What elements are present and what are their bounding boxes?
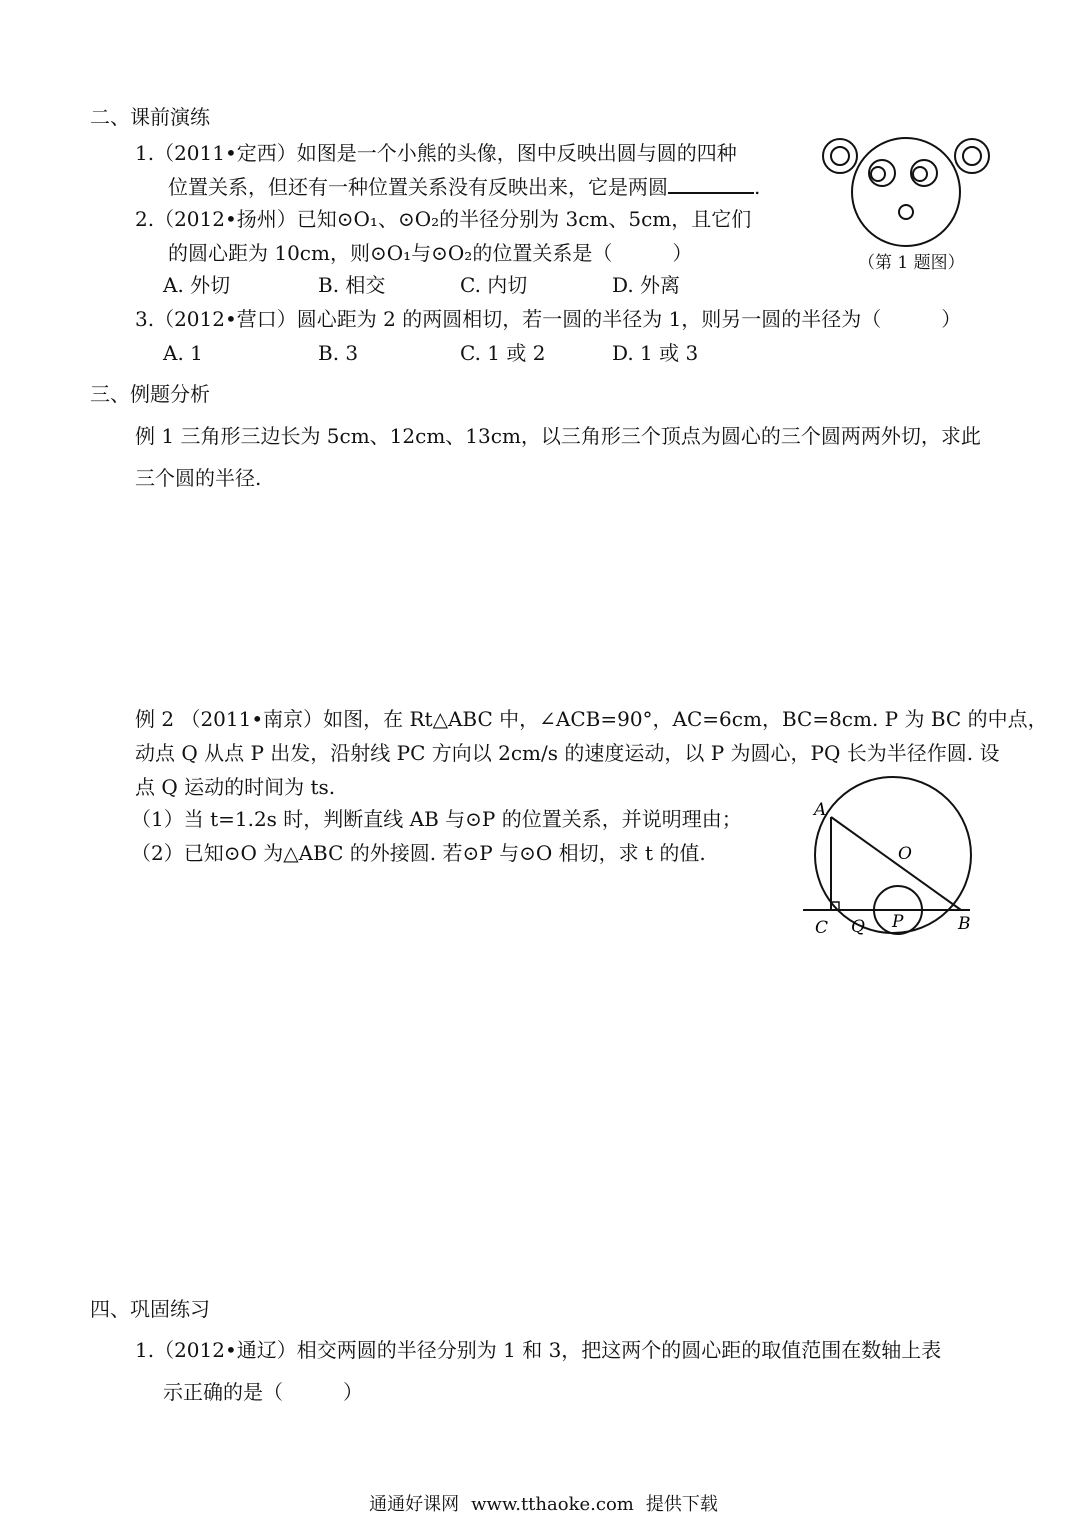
bear-face-circle	[852, 138, 960, 246]
q2-option-c: C. 内切	[460, 273, 528, 297]
right-eye-outer-circle	[911, 160, 937, 186]
right-ear-inner-circle	[963, 147, 981, 165]
q1-line1: 1.（2011•定西）如图是一个小熊的头像，图中反映出圆与圆的四种	[135, 141, 737, 165]
q2-line2: 的圆心距为 10cm，则⊙O₁与⊙O₂的位置关系是（ ）	[168, 241, 693, 265]
q3-option-a: A. 1	[163, 341, 203, 365]
q1-line2	[168, 174, 760, 200]
q3-option-c: C. 1 或 2	[460, 341, 546, 365]
ex2-line2: 动点 Q 从点 P 出发，沿射线 PC 方向以 2cm/s 的速度运动，以 P 为圆心，PQ 长为半径作圆. 设	[135, 741, 1000, 765]
section-4-heading: 四、巩固练习	[90, 1297, 210, 1321]
ex1-line1: 例 1 三角形三边长为 5cm、12cm、13cm，以三角形三个顶点为圆心的三个圆两两外切，求此	[135, 424, 981, 448]
sec4-q1-line1: 1.（2012•通辽）相交两圆的半径分别为 1 和 3，把这两个的圆心距的取值范围在数轴上表	[135, 1338, 942, 1362]
footer-site-name: 通通好课网	[369, 1494, 460, 1515]
section-2-heading: 二、课前演练	[90, 105, 210, 129]
label-c: C	[815, 918, 829, 938]
label-q: Q	[851, 917, 865, 937]
sec4-q1-line2: 示正确的是（ ）	[163, 1380, 363, 1404]
q2-option-d: D. 外离	[612, 273, 681, 297]
left-ear-outer-circle	[823, 139, 857, 173]
ex2-part1: （1）当 t=1.2s 时，判断直线 AB 与⊙P 的位置关系，并说明理由；	[131, 807, 742, 831]
label-b: B	[958, 914, 971, 934]
q3-option-b: B. 3	[318, 341, 359, 365]
ex1-line2: 三个圆的半径.	[135, 466, 262, 490]
ex2-line1: 例 2 （2011•南京）如图，在 Rt△ABC 中，∠ACB=90°，AC=6cm，BC=8cm. P 为 BC 的中点，	[135, 707, 1048, 731]
q2-option-b: B. 相交	[318, 273, 386, 297]
section-3-heading: 三、例题分析	[90, 382, 210, 406]
label-a: A	[814, 800, 827, 820]
q3-line1: 3.（2012•营口）圆心距为 2 的两圆相切，若一圆的半径为 1，则另一圆的半径为（ ）	[135, 307, 962, 331]
page-footer	[0, 1493, 1087, 1517]
q1-line2-text: 位置关系，但还有一种位置关系没有反映出来，它是两圆	[168, 175, 668, 199]
footer-suffix: 提供下载	[645, 1494, 718, 1515]
footer-url[interactable]: www.tthaoke.com	[471, 1494, 634, 1515]
q1-line2-end: .	[754, 175, 761, 199]
triangle-circle-figure	[798, 775, 998, 945]
left-eye-outer-circle	[869, 160, 895, 186]
q1-figure-caption: （第 1 题图）	[858, 253, 965, 273]
ex2-line3: 点 Q 运动的时间为 ts.	[135, 775, 336, 799]
q3-option-d: D. 1 或 3	[612, 341, 699, 365]
segment-ab	[831, 817, 961, 910]
left-eye-inner-circle	[871, 167, 885, 181]
nose-circle	[899, 205, 913, 219]
q2-line1: 2.（2012•扬州）已知⊙O₁、⊙O₂的半径分别为 3cm、5cm，且它们	[135, 207, 752, 231]
label-p: P	[892, 912, 904, 932]
ex2-part2: （2）已知⊙O 为△ABC 的外接圆. 若⊙P 与⊙O 相切，求 t 的值.	[131, 841, 706, 865]
label-o: O	[898, 844, 912, 864]
q1-answer-blank	[668, 174, 754, 194]
right-eye-inner-circle	[913, 167, 927, 181]
right-ear-outer-circle	[955, 139, 989, 173]
left-ear-inner-circle	[831, 147, 849, 165]
q2-option-a: A. 外切	[163, 273, 231, 297]
